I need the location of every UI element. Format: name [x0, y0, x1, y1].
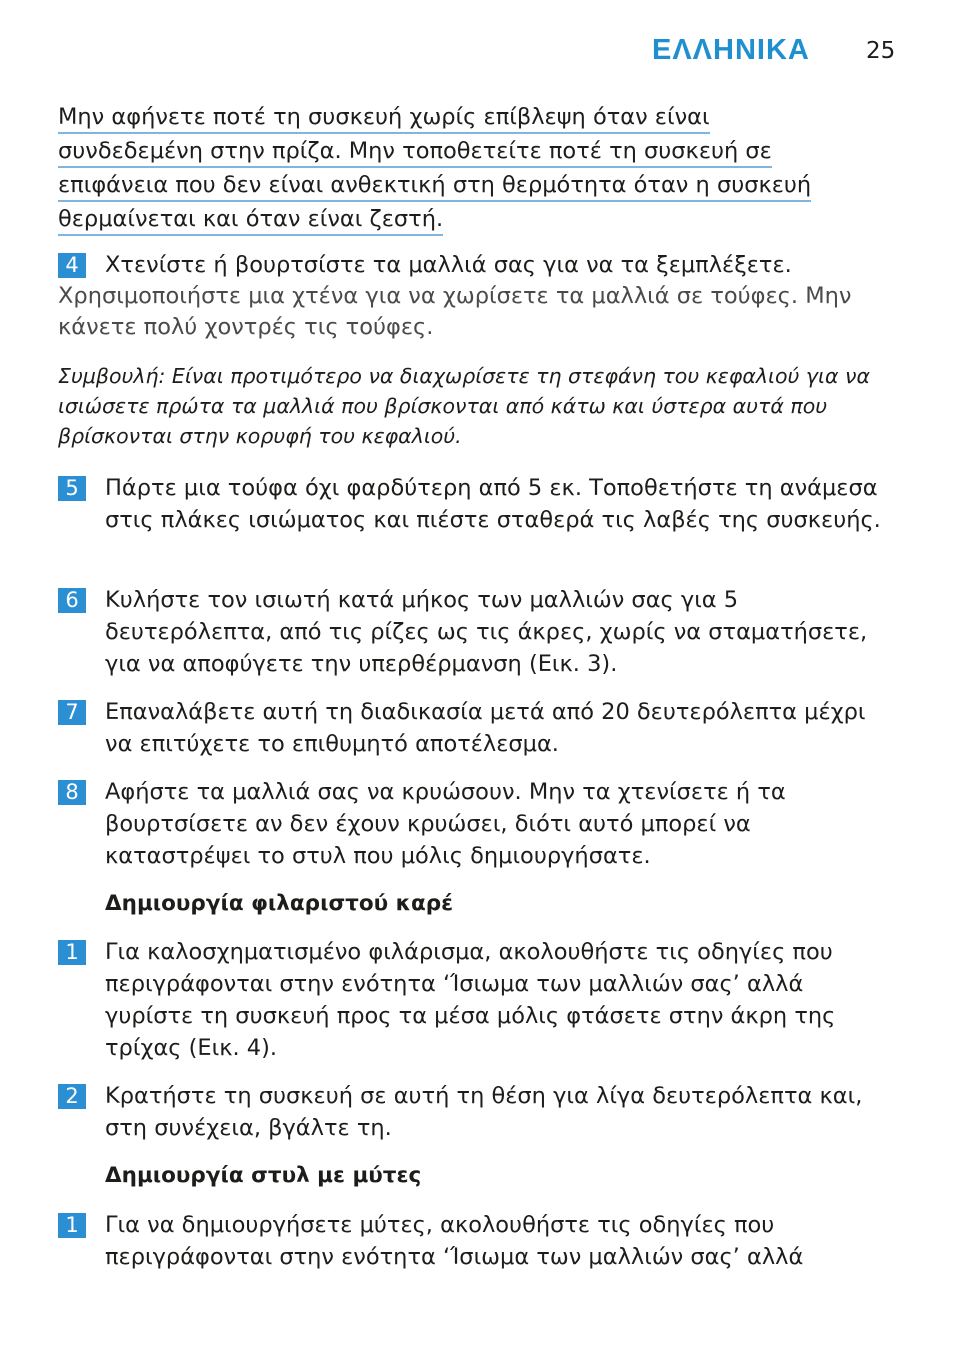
step-text: Πάρτε μια τούφα όχι φαρδύτερη από 5 εκ. Τοποθετήστε τη ανάμεσα στις πλάκες ισιώματος και πιέστε σταθερά τις λαβές της συσκευής.	[105, 475, 881, 533]
step-5	[58, 472, 898, 536]
flick-step-1	[58, 1209, 898, 1273]
bob-step-1	[58, 936, 898, 1064]
step-text: Χτενίστε ή βουρτσίστε τα μαλλιά σας για να τα ξεμπλέξετε.	[105, 252, 792, 278]
warning-block	[58, 101, 898, 237]
step-text: Κρατήστε τη συσκευή σε αυτή τη θέση για λίγα δευτερόλεπτα και, στη συνέχεια, βγάλτε τη.	[105, 1083, 863, 1141]
warning-line: Μην αφήνετε ποτέ τη συσκευή χωρίς επίβλεψη όταν είναι	[58, 102, 710, 134]
step-number-badge: 1	[58, 940, 86, 965]
step-text: Για να δημιουργήσετε μύτες, ακολουθήστε τις οδηγίες που περιγράφονται στην ενότητα ‘Ίσιωμα των μαλλιών σας’ αλλά	[105, 1212, 804, 1270]
step-8	[58, 776, 898, 872]
step-number-badge: 5	[58, 476, 86, 501]
step-7	[58, 696, 898, 760]
bob-step-2	[58, 1080, 898, 1144]
step-6	[58, 584, 898, 680]
step-text: Για καλοσχηματισμένο φιλάρισμα, ακολουθήστε τις οδηγίες που περιγράφονται στην ενότητα ‘Ίσιωμα των μαλλιών σας’ αλλά γυρίστε τη συσκευή προς τα μέσα μόλις φτάσετε στην άκρη της τρίχας (Εικ. 4).	[105, 939, 836, 1061]
language-header: ΕΛΛΗΝΙΚΑ	[652, 34, 810, 66]
page-number: 25	[866, 38, 896, 64]
section-heading-flick: Δημιουργία στυλ με μύτες	[105, 1163, 422, 1188]
step-number-badge: 8	[58, 780, 86, 805]
step-note: Χρησιμοποιήστε μια χτένα για να χωρίσετε τα μαλλιά σε τούφες. Μην κάνετε πολύ χοντρές τις τούφες.	[58, 283, 852, 340]
step-number-badge: 2	[58, 1084, 86, 1109]
step-number-badge: 4	[58, 253, 86, 278]
warning-line: συνδεδεμένη στην πρίζα. Μην τοποθετείτε ποτέ τη συσκευή σε	[58, 136, 772, 168]
step-text: Κυλήστε τον ισιωτή κατά μήκος των μαλλιών σας για 5 δευτερόλεπτα, από τις ρίζες ως τις άκρες, χωρίς να σταματήσετε, για να αποφύγετε την υπερθέρμανση (Εικ. 3).	[105, 587, 868, 677]
step-4	[58, 249, 898, 343]
warning-line: θερμαίνεται και όταν είναι ζεστή.	[58, 204, 443, 236]
tip-text: Συμβουλή: Είναι προτιμότερο να διαχωρίσετε τη στεφάνη του κεφαλιού για να ισιώσετε πρώτα τα μαλλιά που βρίσκονται από κάτω και ύστερα αυτά που βρίσκονται στην κορυφή του κεφαλιού.	[58, 364, 870, 448]
warning-line: επιφάνεια που δεν είναι ανθεκτική στη θερμότητα όταν η συσκευή	[58, 170, 811, 202]
step-number-badge: 1	[58, 1213, 86, 1238]
section-heading-bob: Δημιουργία φιλαριστού καρέ	[105, 891, 454, 916]
step-text: Αφήστε τα μαλλιά σας να κρυώσουν. Μην τα χτενίσετε ή τα βουρτσίσετε αν δεν έχουν κρυώσει, διότι αυτό μπορεί να καταστρέψει το στυλ που μόλις δημιουργήσατε.	[105, 779, 786, 869]
step-text: Επαναλάβετε αυτή τη διαδικασία μετά από 20 δευτερόλεπτα μέχρι να επιτύχετε το επιθυμητό αποτέλεσμα.	[105, 699, 866, 757]
step-number-badge: 6	[58, 588, 86, 613]
step-number-badge: 7	[58, 700, 86, 725]
